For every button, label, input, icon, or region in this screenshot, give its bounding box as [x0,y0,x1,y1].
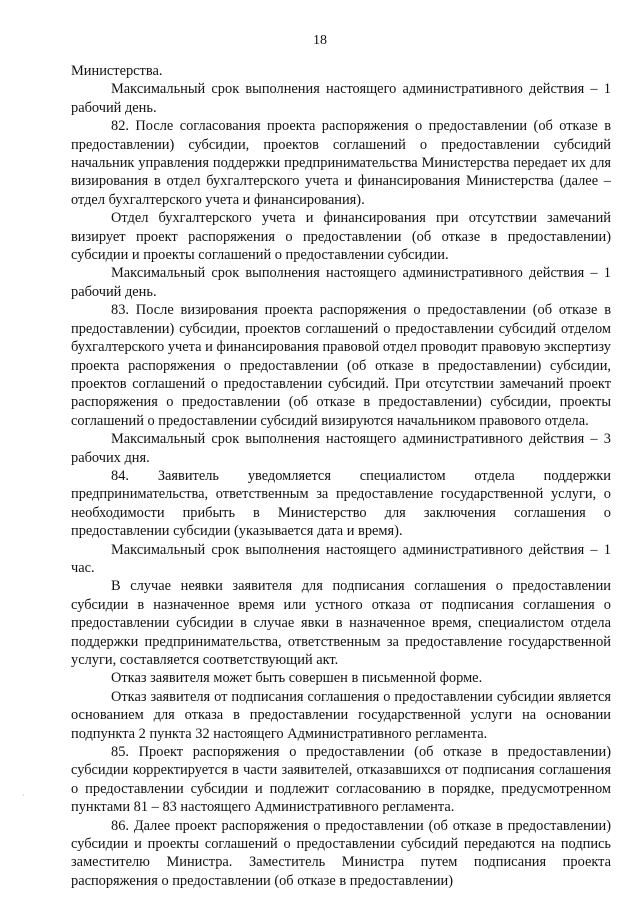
paragraph: Отказ заявителя от подписания соглашения о предоставлении субсидии является основанием для отказа в предоставлении государственной услуги на основании подпункта 2 пункта 32 настоящего Административного регламента. [71,688,611,742]
page-number: 18 [313,33,327,48]
paragraph: 82. После согласования проекта распоряжения о предоставлении (об отказе в предоставлении) субсидии, проектов соглашений о предоставлении субсидий начальник управления поддержки предпринимательства Министерства передает их для визирования в отдел бухгалтерского учета и финансирования Министерства (далее – отдел бухгалтерского учета и финансирования). [71,118,611,208]
paragraph: 85. Проект распоряжения о предоставлении (об отказе в предоставлении) субсидии корректируется в части заявителей, отказавшихся от подписания соглашения о предоставлении субсидии и подлежит согласованию в порядке, предусмотренном пунктами 81 – 83 настоящего Административного регламента. [71,744,611,816]
paragraph: Отказ заявителя может быть совершен в письменной форме. [111,670,483,687]
document-body [71,62,611,890]
paragraph: Министерства. [71,63,163,79]
paragraph: Максимальный срок выполнения настоящего административного действия – 1 час. [71,541,611,576]
paragraph: Максимальный срок выполнения настоящего административного действия – 3 рабочих дня. [71,431,611,466]
paragraph: Отдел бухгалтерского учета и финансирования при отсутствии замечаний визирует проект распоряжения о предоставлении (об отказе в предоставлении) субсидии и проекты соглашений о предоставлении субсидии. [71,210,611,264]
paragraph: 84. Заявитель уведомляется специалистом отдела поддержки предпринимательства, ответственным за предоставление государственной услуги, о необходимости прибыть в Министерство для заключения соглашения о предоставлении субсидии (указывается дата и время). [71,467,611,540]
paragraph: Максимальный срок выполнения настоящего административного действия – 1 рабочий день. [71,81,611,116]
paragraph: В случае неявки заявителя для подписания соглашения о предоставлении субсидии в назначенное время или устного отказа от подписания соглашения о предоставлении субсидии в случае явки в назначенное время, специалистом отдела поддержки предпринимательства, ответственным за предоставление государственной услуги, составляется соответствующий акт. [71,578,611,668]
paragraph: 86. Далее проект распоряжения о предоставлении (об отказе в предоставлении) субсидии и проекты соглашений о предоставлении субсидий передаются на подпись заместителю Министра. Заместитель Министра путем подписания проекта распоряжения о предоставлении (об отказе в предоставлении) [71,817,611,889]
paragraph: 83. После визирования проекта распоряжения о предоставлении (об отказе в предоставлении) субсидии, проектов соглашений о предоставлении субсидий отделом бухгалтерского учета и финансирования правовой отдел проводит правовую экспертизу проекта распоряжения о предоставлении (об отказе в предоставлении) субсидии, проектов соглашений о предоставлении субсидий. При отсутствии замечаний проект распоряжения о предоставлении (об отказе в предоставлении) субсидии, проекты соглашений о предоставлении субсидий визируются начальником правового отдела. [71,302,611,429]
margin-mark: · [22,791,25,800]
paragraph: Максимальный срок выполнения настоящего административного действия – 1 рабочий день. [71,265,611,300]
